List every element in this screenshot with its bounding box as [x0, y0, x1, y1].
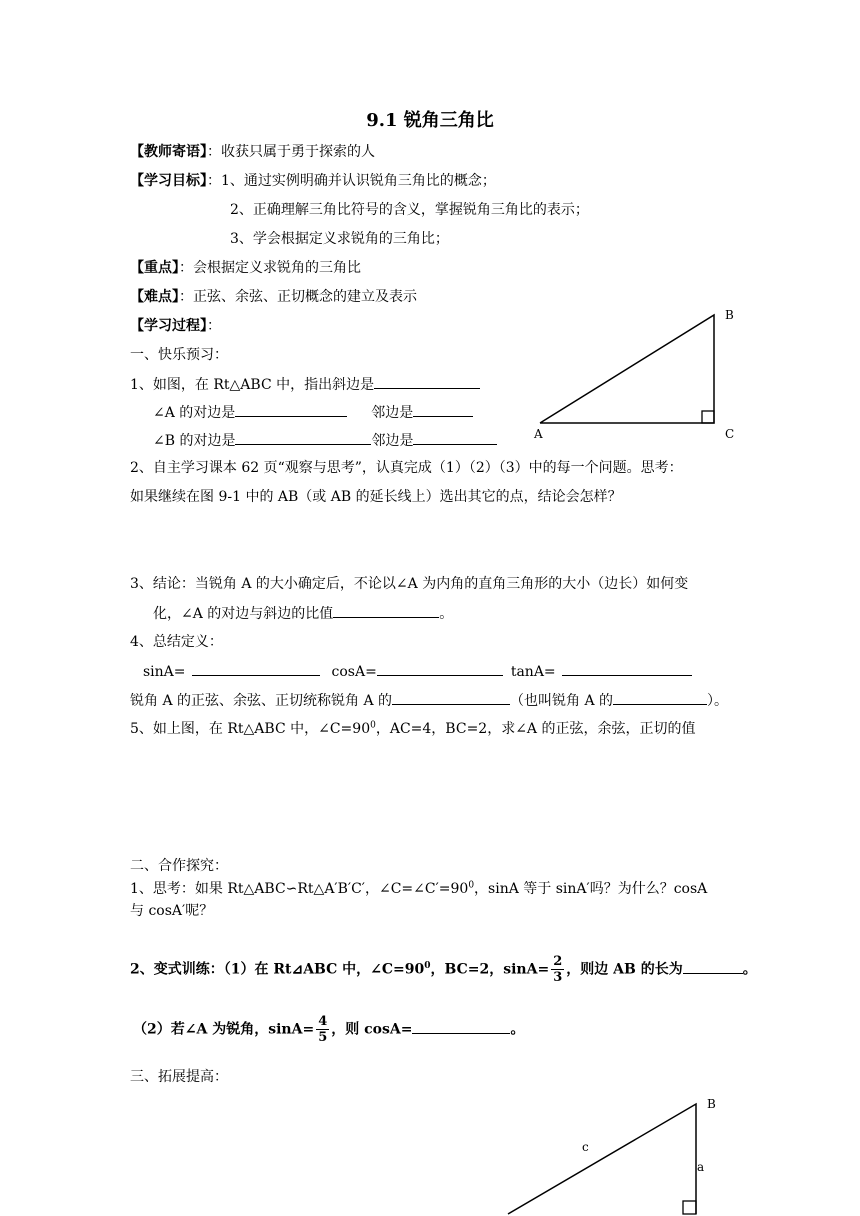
vertex-b-label-2: B	[707, 1097, 716, 1111]
question-5-rest: ，AC=4，BC=2，求∠A 的正弦，余弦，正切的值	[375, 721, 696, 737]
learning-goals	[130, 172, 496, 190]
goal-item-3: 3、学会根据定义求锐角的三角比；	[230, 231, 449, 247]
learning-goals-label: 【学习目标】	[130, 173, 207, 189]
section2-question-1-line-1	[130, 880, 707, 898]
question-5	[130, 720, 696, 738]
section2-question-1-prompt: 1、思考：如果 Rt△ABC∽Rt△A′B′C′，∠C=∠C′=90	[130, 881, 469, 897]
trig-function-blank[interactable]	[613, 691, 707, 705]
question-2-line-1: 2、自主学习课本 62 页“观察与思考”，认真完成（1）（2）（3）中的每一个问题。思考：	[130, 460, 683, 476]
fraction-four-fifths	[316, 1014, 329, 1045]
side-c-label: c	[582, 1140, 589, 1154]
section2-question-2-degree: 0	[424, 960, 431, 971]
question-3-prompt: 化，∠A 的对边与斜边的比值	[153, 606, 334, 622]
question-4-heading: 4、总结定义：	[130, 634, 223, 650]
tan-blank[interactable]	[562, 662, 692, 676]
summary-end: ）。	[707, 693, 729, 709]
question-3-end: 。	[439, 606, 454, 622]
learning-process	[130, 317, 221, 335]
angle-b-opposite-blank[interactable]	[235, 431, 371, 445]
question-1-line-3	[153, 431, 497, 450]
learning-process-label: 【学习过程】	[130, 318, 207, 334]
difficulty-label: 【难点】	[130, 289, 179, 305]
triangle-2-outline	[508, 1104, 696, 1214]
section2-question-3-prompt: （2）若∠A 为锐角，sinA=	[133, 1021, 315, 1038]
ab-length-blank[interactable]	[683, 960, 743, 974]
fraction-two-thirds	[551, 954, 564, 985]
cos-blank[interactable]	[377, 662, 503, 676]
sin-label: sinA=	[143, 664, 186, 680]
right-angle-marker-1	[702, 411, 714, 423]
hypotenuse-blank[interactable]	[374, 375, 480, 389]
question-2-line-2: 如果继续在图 9-1 中的 AB（或 AB 的延长线上）选出其它的点，结论会怎样？	[130, 489, 622, 505]
question-1-prompt: 1、如图，在 Rt△ABC 中，指出斜边是	[130, 377, 375, 393]
section2-question-1-line-2: 与 cosA′呢？	[130, 903, 214, 919]
learning-process-text: ：	[207, 318, 221, 334]
angle-a-adjacent-blank[interactable]	[413, 403, 473, 417]
summary-aka: （也叫锐角 A 的	[510, 693, 614, 709]
summary-prompt: 锐角 A 的正弦、余弦、正切统称锐角 A 的	[130, 693, 393, 709]
section1-heading: 一、快乐预习：	[130, 347, 228, 363]
angle-b-opposite-label: ∠B 的对边是	[153, 433, 236, 449]
key-point-label: 【重点】	[130, 260, 179, 276]
vertex-a-label: A	[534, 427, 543, 440]
triangle-1-outline	[540, 315, 714, 423]
goal-item-2: 2、正确理解三角比符号的含义，掌握锐角三角比的表示；	[230, 202, 589, 218]
fraction-two-thirds-denominator: 3	[553, 970, 563, 985]
ratio-blank[interactable]	[333, 604, 439, 618]
goal-item-1: ：1、通过实例明确并认识锐角三角比的概念；	[207, 173, 496, 189]
triangle-figure-2	[500, 1090, 740, 1216]
angle-b-adjacent-label: 邻边是	[371, 433, 414, 449]
cos-label: cosA=	[331, 664, 377, 680]
right-angle-marker-2	[683, 1201, 696, 1214]
section3-heading: 三、拓展提高：	[130, 1069, 228, 1085]
section2-heading: 二、合作探究：	[130, 858, 228, 874]
question-3-line-1: 3、结论：当锐角 A 的大小确定后，不论以∠A 为内角的直角三角形的大小（边长）如何变	[130, 576, 689, 592]
teacher-message	[130, 143, 375, 161]
section2-question-1-rest: ，sinA 等于 sinA′吗？为什么？cosA	[474, 881, 708, 897]
vertex-b-label: B	[725, 308, 734, 322]
cos-a-blank[interactable]	[412, 1020, 510, 1034]
tan-label: tanA=	[510, 664, 556, 680]
section2-question-3-end: 。	[510, 1021, 525, 1038]
question-5-prompt: 5、如上图，在 Rt△ABC 中，∠C=90	[130, 721, 371, 737]
fraction-two-thirds-numerator: 2	[553, 954, 563, 969]
definitions-summary	[130, 691, 728, 710]
triangle-figure-1	[530, 305, 745, 440]
angle-b-adjacent-blank[interactable]	[413, 431, 497, 445]
section2-question-2-ask: ，则边 AB 的长为	[566, 961, 683, 978]
angle-a-opposite-blank[interactable]	[235, 403, 347, 417]
teacher-message-label: 【教师寄语】	[130, 144, 207, 160]
teacher-message-text: ：收获只属于勇于探索的人	[207, 144, 375, 160]
angle-a-opposite-label: ∠A 的对边是	[153, 405, 236, 421]
definitions-line	[143, 662, 692, 681]
question-1-line-2	[153, 403, 473, 422]
section2-question-3-ask: ，则 cosA=	[331, 1021, 413, 1038]
section2-question-3	[133, 1014, 524, 1045]
section2-question-1-degree: 0	[468, 880, 475, 891]
section2-question-2-end: 。	[742, 961, 757, 978]
difficulty	[130, 288, 417, 306]
section2-question-2	[130, 954, 757, 985]
key-point-text: ：会根据定义求锐角的三角比	[179, 260, 361, 276]
fraction-four-fifths-denominator: 5	[318, 1030, 328, 1045]
question-3-line-2	[153, 604, 453, 623]
question-5-degree: 0	[370, 720, 376, 731]
trig-ratio-blank[interactable]	[392, 691, 510, 705]
sin-blank[interactable]	[192, 662, 320, 676]
side-a-label: a	[697, 1160, 705, 1174]
section2-question-2-given: ，BC=2，sinA=	[430, 961, 550, 978]
key-point	[130, 259, 361, 277]
angle-a-adjacent-label: 邻边是	[371, 405, 414, 421]
vertex-c-label: C	[725, 427, 735, 440]
difficulty-text: ：正弦、余弦、正切概念的建立及表示	[179, 289, 417, 305]
page-title: 9.1 锐角三角比	[366, 110, 494, 131]
fraction-four-fifths-numerator: 4	[318, 1014, 328, 1029]
section2-question-2-prompt: 2、变式训练：（1）在 Rt⊿ABC 中，∠C=90	[130, 961, 425, 978]
question-1-line-1	[130, 375, 480, 394]
